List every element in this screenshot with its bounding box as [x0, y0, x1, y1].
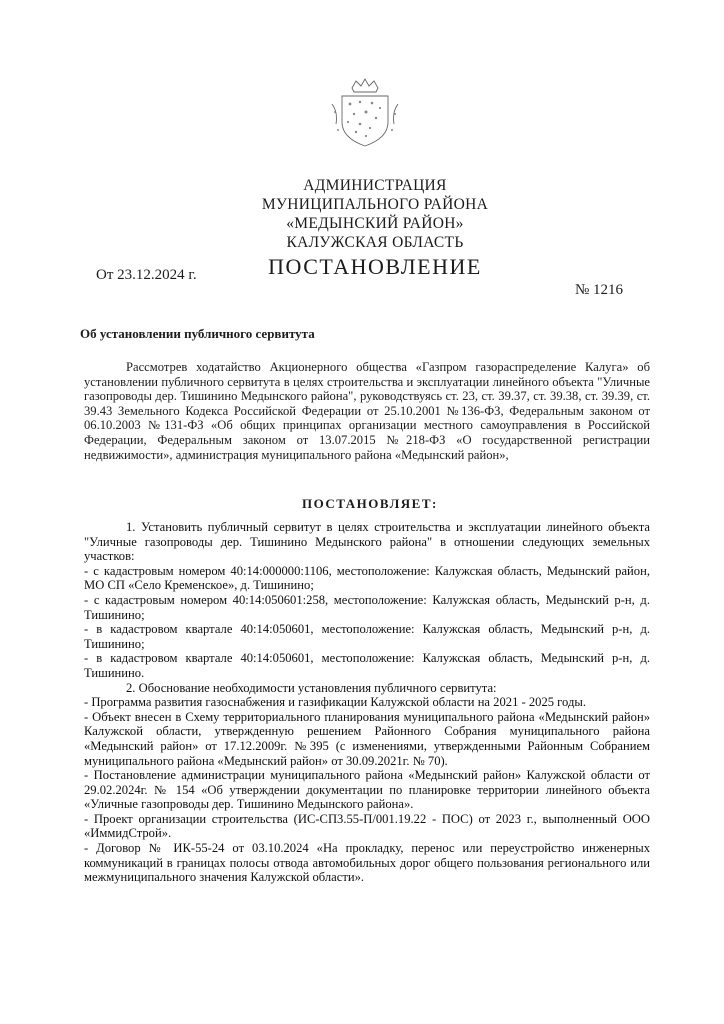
justification-item: - Постановление администрации муниципального района «Медынский район» Калужской области от 29.02.2024г. № 154 «Об утверждении документации по планировке территории линейного объекта «Уличные газопроводы дер. Тишинино Медынского района». [84, 768, 650, 812]
parcel-item: - в кадастровом квартале 40:14:050601, местоположение: Калужская область, Медынский р-н, д. Тишинино. [84, 651, 650, 680]
parcel-item: - с кадастровым номером 40:14:050601:258, местоположение: Калужская область, Медынский р-н, д. Тишинино; [84, 592, 650, 622]
header-line-administration: АДМИНИСТРАЦИЯ [303, 177, 447, 194]
justification-item: - Программа развития газоснабжения и газификации Калужской области на 2021 - 2025 годы. [84, 695, 586, 710]
issuer-header [240, 176, 510, 280]
justification-item: - Объект внесен в Схему территориального планирования муниципального района «Медынский район» Калужской области, утвержденную решением Районного Собрания муниципального района «Медынский район» от 17.12.2009г. №395 (с изменениями, утвержденными Районным Собранием муниципального района «Медынский район» от 30.09.2021г. № 70). [84, 709, 650, 768]
header-line-district: «МЕДЫНСКИЙ РАЙОН» [286, 215, 464, 232]
header-line-municipal: МУНИЦИПАЛЬНОГО РАЙОНА [261, 196, 489, 213]
clause-1: 1. Установить публичный сервитут в целях строительства и эксплуатации линейного объекта "Уличные газопроводы дер. Тишинино Медынского района" в отношении следующих земельных участков: [84, 520, 650, 564]
header-line-region: КАЛУЖСКАЯ ОБЛАСТЬ [286, 234, 464, 251]
justification-item: - Проект организации строительства (ИС-СП3.55-П/001.19.22 - ПОС) от 2023 г., выполненный ООО «ИммидСтрой». [84, 811, 650, 841]
justification-item: - Договор № ИК-55-24 от 03.10.2024 «На прокладку, перенос или переустройство инженерных коммуникаций в границах полосы отвода автомобильных дорог общего пользования регионального или межмуниципального значения Калужской области». [84, 841, 650, 885]
document-number: № 1216 [575, 282, 624, 298]
document-date: От 23.12.2024 г. [96, 267, 197, 283]
coat-of-arms-icon [330, 72, 400, 152]
decree-body [84, 520, 650, 885]
parcel-item: - с кадастровым номером 40:14:000000:1106, местоположение: Калужская область, Медынский район, МО СП «Село Кременское», д. Тишинино; [84, 563, 650, 593]
decree-heading: ПОСТАНОВЛЯЕТ: [302, 496, 438, 511]
document-subject: Об установлении публичного сервитута [80, 326, 315, 341]
preamble-paragraph: Рассмотрев ходатайство Акционерного общества «Газпром газораспределение Калуга» об установлении публичного сервитута в целях строительства и эксплуатации линейного объекта "Уличные газопроводы дер. Тишинино Медынского района", руководствуясь ст. 23, ст. 39.37, ст. 39.38, ст. 39.39, ст. 39.43 Земельного Кодекса Российской Федерации от 25.10.2001 №136-ФЗ, Федеральным законом от 06.10.2003 №131-ФЗ «Об общих принципах организации местного самоуправления в Российской Федерации, Федеральным законом от 13.07.2015 №218-ФЗ «О государственной регистрации недвижимости», администрация муниципального района «Медынский район», [84, 360, 650, 462]
document-type-title: ПОСТАНОВЛЕНИЕ [268, 254, 482, 279]
clause-2: 2. Обоснование необходимости установления публичного сервитута: [126, 680, 497, 695]
parcel-item: - в кадастровом квартале 40:14:050601, местоположение: Калужская область, Медынский р-н, д. Тишинино; [84, 622, 650, 651]
